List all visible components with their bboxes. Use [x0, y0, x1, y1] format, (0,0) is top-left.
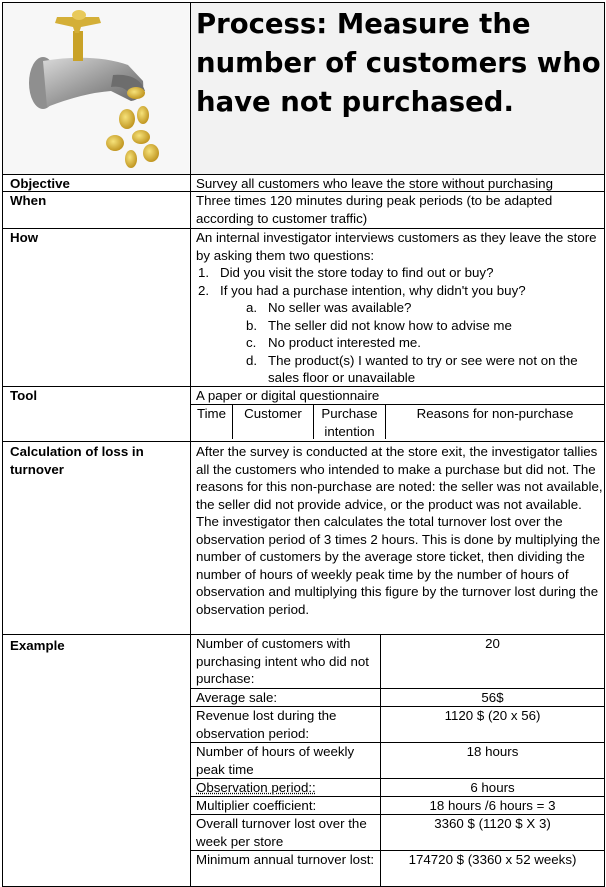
- column-header-time: Time: [190, 405, 232, 439]
- objective-row: [2, 174, 605, 191]
- example-table-row: [190, 688, 605, 706]
- question-text: If you had a purchase intention, why didn't you buy?: [220, 282, 526, 298]
- reason-list: [246, 299, 604, 387]
- faucet-coins-icon: [3, 3, 189, 174]
- example-row-label: Revenue lost during the observation period:: [190, 707, 380, 742]
- title-line-1: Process: Measure the: [196, 8, 531, 40]
- example-row-label: Number of hours of weekly peak time: [190, 743, 380, 778]
- example-row-value: 20: [380, 635, 605, 688]
- when-text: Three times 120 minutes during peak periods (to be adapted according to customer traffic): [190, 192, 605, 228]
- reason-letter: b.: [246, 317, 258, 333]
- title-line-3: have not purchased.: [196, 86, 514, 118]
- example-row-value: 174720 $ (3360 x 52 weeks): [380, 851, 605, 886]
- page-title: [190, 2, 605, 174]
- question-item: [198, 264, 604, 282]
- column-header-purchase-intention: Purchase intention: [313, 405, 385, 439]
- reason-item: [246, 317, 604, 335]
- how-label: How: [2, 229, 190, 386]
- example-row-value: 3360 $ (1120 $ X 3): [380, 815, 605, 850]
- reason-item: [246, 334, 604, 352]
- when-row: [2, 191, 605, 228]
- example-table-row: [190, 742, 605, 778]
- example-row-value: 6 hours: [380, 779, 605, 796]
- when-label: When: [2, 192, 190, 228]
- example-row-value: 18 hours: [380, 743, 605, 778]
- example-row-label: Overall turnover lost over the week per store: [190, 815, 380, 850]
- objective-label: Objective: [2, 175, 190, 191]
- example-row-label: Minimum annual turnover lost:: [190, 851, 380, 886]
- example-table-row: [190, 850, 605, 886]
- example-table-row: [190, 634, 605, 688]
- example-table-row: [190, 778, 605, 796]
- how-row: [2, 228, 605, 386]
- example-row-label: Observation period::: [190, 779, 380, 796]
- calculation-label: Calculation of loss in turnover: [2, 442, 190, 634]
- tool-text: A paper or digital questionnaire: [196, 388, 380, 403]
- reason-text: The product(s) I wanted to try or see were not on the sales floor or unavailable: [268, 352, 578, 385]
- objective-text: Survey all customers who leave the store without purchasing: [190, 175, 605, 191]
- example-table-row: [190, 706, 605, 742]
- column-header-reasons: Reasons for non-purchase: [385, 405, 604, 439]
- example-row-value: 1120 $ (20 x 56): [380, 707, 605, 742]
- column-header-customer: Customer: [232, 405, 313, 439]
- example-label: Example: [2, 634, 190, 886]
- question-item: [198, 282, 604, 300]
- reason-text: No seller was available?: [268, 300, 412, 315]
- reason-letter: d.: [246, 352, 258, 368]
- questionnaire-columns: [190, 404, 605, 439]
- question-text: Did you visit the store today to find out or buy?: [220, 265, 494, 280]
- question-number: 2.: [198, 282, 210, 298]
- reason-letter: a.: [246, 300, 258, 315]
- reason-item: [246, 299, 604, 317]
- reason-text: No product interested me.: [268, 335, 421, 350]
- tool-label: Tool: [2, 387, 190, 441]
- process-document: [2, 2, 605, 886]
- reason-text: The seller did not know how to advise me: [268, 317, 512, 333]
- question-list: [198, 264, 604, 299]
- reason-letter: c.: [246, 335, 257, 350]
- example-table-row: [190, 814, 605, 850]
- example-row-value: 18 hours /6 hours = 3: [380, 797, 605, 814]
- how-intro: An internal investigator interviews customers as they leave the store by asking them two questions:: [196, 230, 597, 263]
- calculation-text: After the survey is conducted at the store exit, the investigator tallies all the customers who intended to make a purchase but did not. The reasons for this non-purchase are noted: the seller was not available, the seller did not provide advice, or the product was not available. The investigator then calculates the total turnover lost over the observation period of 3 times 2 hours. This is done by multiplying the number of customers by the average store ticket, then dividing the number of hours of weekly peak time by the number of hours of observation and multiplying this figure by the turnover lost during the observation period.: [190, 442, 605, 634]
- header-image: [2, 2, 190, 174]
- example-row-label: Multiplier coefficient:: [190, 797, 380, 814]
- example-row-label: Average sale:: [190, 689, 380, 706]
- how-content: [190, 229, 605, 386]
- title-line-2: number of customers who: [196, 47, 601, 79]
- question-number: 1.: [198, 265, 210, 280]
- calculation-row: [2, 441, 605, 634]
- example-table-row: [190, 796, 605, 814]
- example-row-value: 56$: [380, 689, 605, 706]
- tool-row: [2, 386, 605, 441]
- example-row-label: Number of customers with purchasing intent who did not purchase:: [190, 635, 380, 688]
- reason-item: [246, 352, 604, 387]
